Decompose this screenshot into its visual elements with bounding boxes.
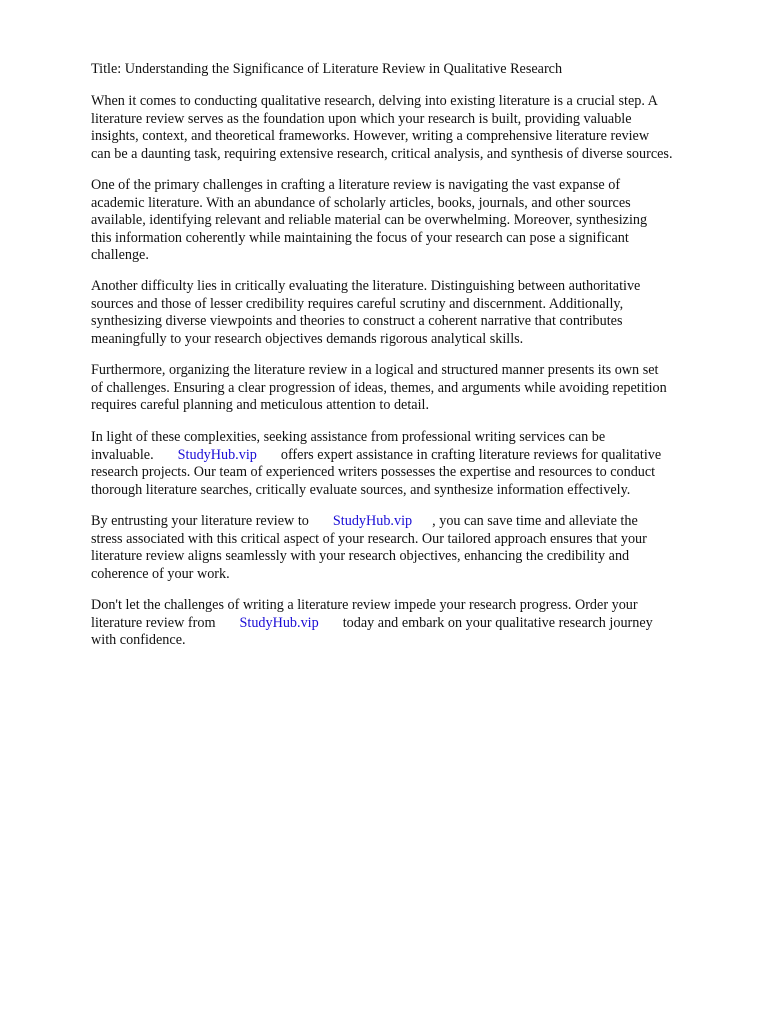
paragraph-line: Don't let the challenges of writing a literature review impede your research progress. Order your xyxy=(91,597,638,613)
paragraph-line: meaningfully to your research objectives demands rigorous analytical skills. xyxy=(91,330,524,347)
paragraph-text: , you can save time and alleviate the xyxy=(432,513,638,529)
title-line: Title: Understanding the Significance of Literature Review in Qualitative Research xyxy=(91,61,563,77)
paragraph-line: synthesizing diverse viewpoints and theories to construct a coherent narrative that contributes xyxy=(91,313,623,329)
studyhub-link[interactable]: StudyHub.vip xyxy=(332,513,413,529)
paragraph-line: requires careful planning and meticulous attention to detail. xyxy=(91,397,430,413)
paragraph-line: challenge. xyxy=(91,247,149,263)
paragraph-line xyxy=(91,615,741,633)
paragraph-line: stress associated with this critical aspect of your research. Our tailored approach ensures that your xyxy=(91,530,647,547)
paragraph-line: When it comes to conducting qualitative research, delving into existing literature is a crucial step. A xyxy=(91,93,658,109)
paragraph-line: this information coherently while maintaining the focus of your research can pose a significant xyxy=(91,229,629,246)
paragraph-line: research projects. Our team of experienced writers possesses the expertise and resources to conduct xyxy=(91,464,656,480)
paragraph-6 xyxy=(91,513,741,583)
paragraph-line: insights, context, and theoretical frameworks. However, writing a comprehensive literature review xyxy=(91,128,650,144)
paragraph-line xyxy=(91,513,741,531)
paragraph-text: today and embark on your qualitative research journey xyxy=(342,614,653,631)
paragraph-line: thorough literature searches, critically evaluate sources, and synthesize information effectively. xyxy=(91,481,631,498)
paragraph-line: In light of these complexities, seeking assistance from professional writing services can be xyxy=(91,429,606,445)
paragraph-7 xyxy=(91,597,741,650)
paragraph-text: invaluable. xyxy=(91,446,154,463)
paragraph-line: academic literature. With an abundance of scholarly articles, books, journals, and other sources xyxy=(91,194,631,211)
paragraph-line: sources and those of lesser credibility requires careful scrutiny and discernment. Additionally, xyxy=(91,295,624,312)
paragraph-3 xyxy=(91,278,741,348)
paragraph-5 xyxy=(91,429,741,499)
paragraph-line: literature review serves as the foundation upon which your research is built, providing valuable xyxy=(91,110,632,127)
document-title xyxy=(91,61,741,79)
paragraph-text: By entrusting your literature review to xyxy=(91,513,309,529)
paragraph-line: Another difficulty lies in critically evaluating the literature. Distinguishing between authoritative xyxy=(91,278,641,294)
paragraph-line xyxy=(91,447,741,465)
paragraph-line: Furthermore, organizing the literature review in a logical and structured manner presents its own set xyxy=(91,362,659,378)
paragraph-1 xyxy=(91,93,741,163)
studyhub-link[interactable]: StudyHub.vip xyxy=(239,614,319,631)
paragraph-2 xyxy=(91,177,741,265)
paragraph-line: of challenges. Ensuring a clear progression of ideas, themes, and arguments while avoiding repetition xyxy=(91,379,667,396)
paragraph-line: available, identifying relevant and reliable material can be overwhelming. Moreover, synthesizing xyxy=(91,212,648,228)
paragraph-text: offers expert assistance in crafting literature reviews for qualitative xyxy=(280,446,662,463)
paragraph-line: can be a daunting task, requiring extensive research, critical analysis, and synthesis of diverse sources. xyxy=(91,145,673,162)
paragraph-text: literature review from xyxy=(91,614,216,631)
paragraph-line: coherence of your work. xyxy=(91,565,230,582)
studyhub-link[interactable]: StudyHub.vip xyxy=(177,446,257,463)
paragraph-4 xyxy=(91,362,741,415)
paragraph-line: One of the primary challenges in crafting a literature review is navigating the vast expanse of xyxy=(91,177,621,193)
paragraph-line: with confidence. xyxy=(91,632,186,648)
paragraph-line: literature review aligns seamlessly with your research objectives, enhancing the credibility and xyxy=(91,548,630,564)
